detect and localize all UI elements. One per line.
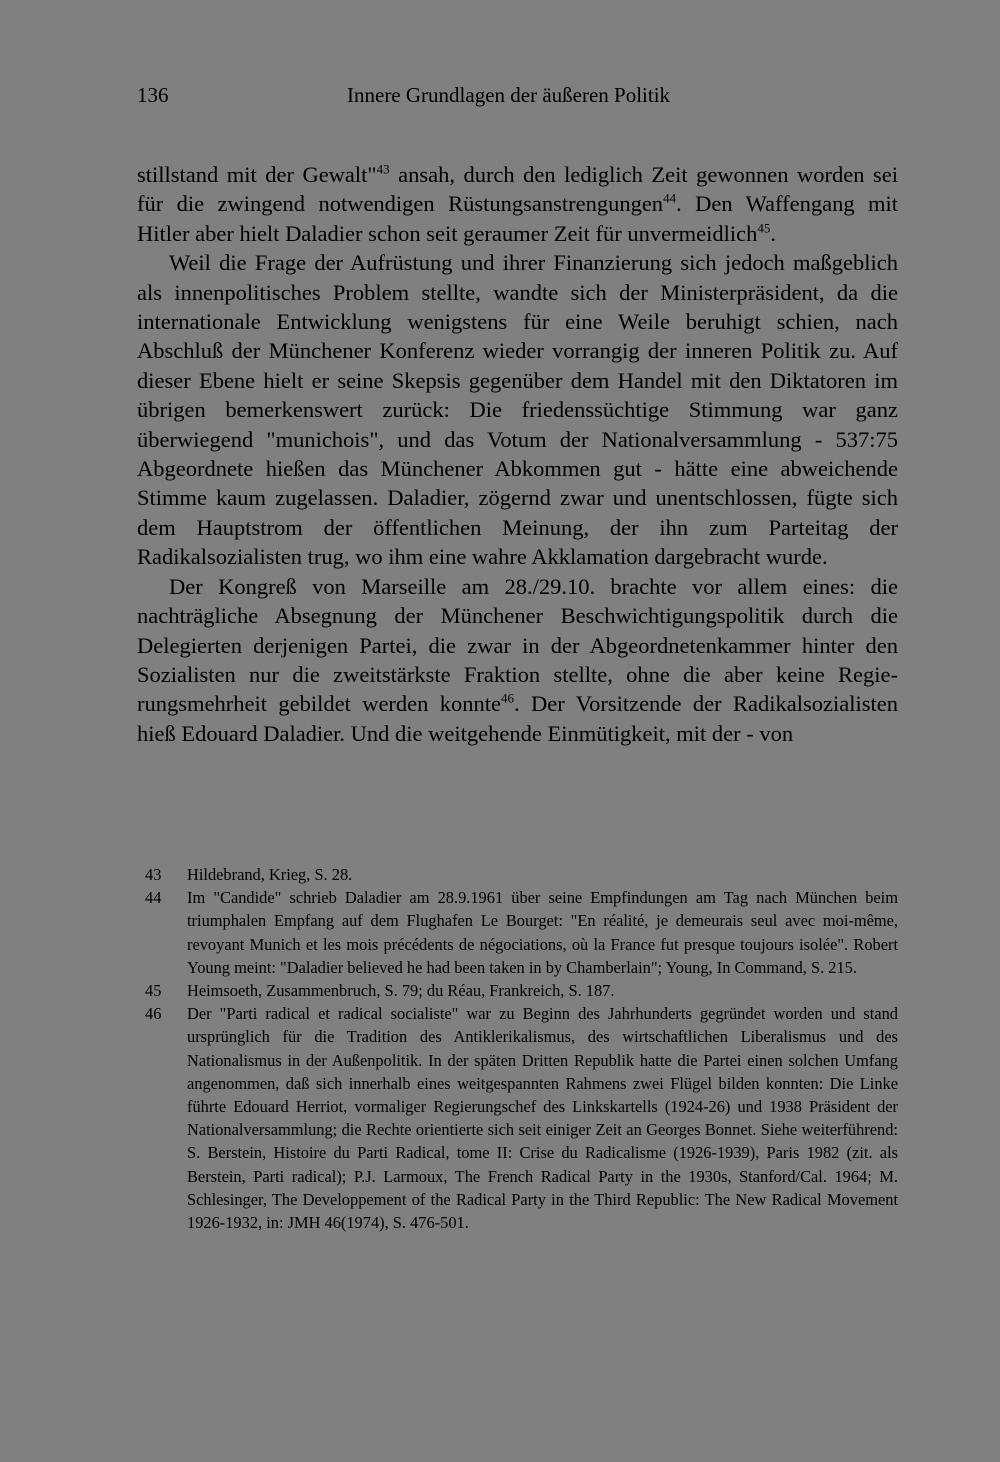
footnote-45 (145, 979, 898, 1002)
paragraph-1-text-d: . (770, 220, 777, 246)
footnote-ref-44[interactable]: 44 (663, 190, 677, 206)
paragraph-1-text-c: . Den Waffengang mit Hitler aber hielt Daladier schon seit geraumer Zeit für unvermeidlich (137, 191, 898, 246)
footnote-46 (145, 1002, 898, 1234)
running-head (137, 80, 898, 110)
paragraph-1-text-b: ansah, durch den lediglich Zeit gewonnen worden sei für die zwingend notwendigen Rüstungsanstrengungen (137, 162, 898, 217)
footnote-text: Hildebrand, Krieg, S. 28. (187, 865, 353, 884)
body-text (137, 160, 898, 748)
paragraph-1 (137, 160, 898, 248)
footnote-number: 43 (145, 865, 162, 884)
footnotes (145, 863, 898, 1234)
footnote-43 (145, 863, 898, 886)
footnote-44 (145, 886, 898, 979)
paragraph-2: Weil die Frage der Aufrüstung und ihrer Finanzierung sich jedoch maßgeblich als innenpolitisches Problem stellte, wandte sich der Ministerpräsident, da die internationale Entwicklung wenigstens für eine Weile beruhigt schien, nach Abschluß der Münchener Konferenz wieder vorrangig der inneren Politik zu. Auf dieser Ebene hielt er seine Skepsis gegenüber dem Handel mit den Diktatoren im übrigen bemerkenswert zurück: Die friedenssüchtige Stimmung war ganz überwiegend "munichois", und das Votum der Nationalversammlung - 537:75 Abgeordnete hießen das Münchener Abkommen gut - hätte eine abweichende Stimme kaum zugelassen. Daladier, zögernd zwar und unentschlossen, fügte sich dem Hauptstrom der öffentlichen Meinung, der ihn zum Parteitag der Radikalsozialisten trug, wo ihm eine wahre Akklamation dargebracht wurde. (137, 250, 898, 570)
footnote-ref-45[interactable]: 45 (757, 220, 771, 236)
footnote-number: 44 (145, 888, 162, 908)
paragraph-3-text-a: Der Kongreß von Marseille am 28./29.10. brachte vor allem eines: die nachträgliche Absegnung der Münchener Beschwichtigungspolitik durch die Delegierten derjenigen Partei, die zwar in der Abgeordnetenkammer hinter den Sozialisten nur die zweitstärkste Fraktion stellte, ohne die aber keine Regierungsmehrheit gebildet werden konnte (137, 573, 898, 717)
footnote-number: 45 (145, 981, 162, 1001)
footnote-text: Im "Candide" schrieb Daladier am 28.9.1961 über seine Empfindungen am Tag nach München beim triumphalen Empfang auf dem Flughafen Le Bourget: "En réalité, je demeurais seul avec moi-même, revoyant Munich et les mois précédents de négociations, où la France fut presque toujours isolée". Robert Young meint: "Daladier believed he had been taken in by Chamberlain"; Young, In Command, S. 215. (187, 888, 898, 977)
paragraph-1-text-a: stillstand mit der Gewalt" (137, 162, 377, 187)
paragraph-3 (137, 572, 898, 748)
footnote-ref-46[interactable]: 46 (501, 690, 515, 706)
footnote-number: 46 (145, 1004, 162, 1024)
footnote-ref-43[interactable]: 43 (376, 161, 390, 177)
running-title: Innere Grundlagen der äußeren Politik (347, 83, 671, 107)
paragraph-3-text-b: . Der Vorsitzende der Radikalsozialisten hieß Edouard Daladier. Und die weitgehende Einmütigkeit, mit der - von (137, 691, 898, 746)
footnote-text: Heimsoeth, Zusammenbruch, S. 79; du Réau, Frankreich, S. 187. (187, 981, 615, 1001)
page-number: 136 (137, 83, 169, 107)
footnote-text: Der "Parti radical et radical socialiste" war zu Beginn des Jahrhunderts gegründet worden und stand ursprünglich für die Tradition des Antiklerikalismus, des wirtschaftlichen Liberalismus und des Nationalismus in der Außenpolitik. In der späten Dritten Republik hatte die Partei einen solchen Umfang angenommen, daß sich innerhalb eines weitgespannten Rahmens zwei Flügel bilden konnten: Die Linke führte Edouard Herriot, vormaliger Regierungschef des Linkskartells (1924-26) und 1938 Präsident der Nationalversammlung; die Rechte orientierte sich seit einiger Zeit an Georges Bonnet. Siehe weiterführend: S. Berstein, Histoire du Parti Radical, tome II: Crise du Radicalisme (1926-1939), Paris 1982 (zit. als Berstein, Parti radical); P.J. Larmoux, The French Radical Party in the 1930s, Stanford/Cal. 1964; M. Schlesinger, The Developpement of the Radical Party in the Third Republic: The New Radical Movement 1926-1932, in: JMH 46(1974), S. 476-501. (187, 1004, 898, 1233)
